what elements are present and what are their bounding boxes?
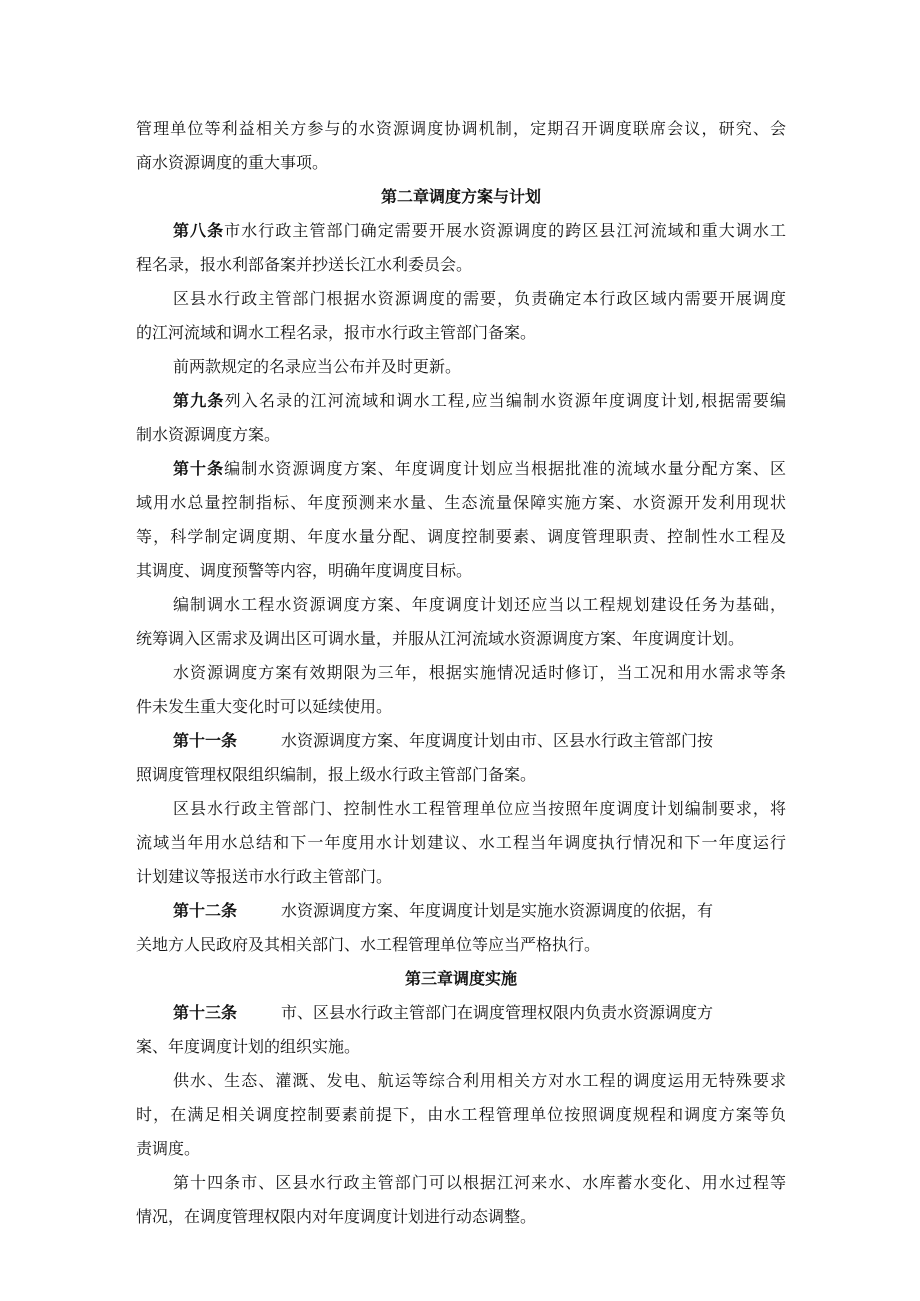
paragraph-line: 编制调水工程水资源调度方案、年度调度计划还应当以工程规划建设任务为基础，	[173, 595, 786, 614]
paragraph-line: 责调度。	[136, 1139, 201, 1158]
article-text: 市、区县水行政主管部门在调度管理权限内负责水资源调度方	[281, 1003, 714, 1022]
article-13-line-1	[173, 996, 786, 1030]
article-number: 第八条	[173, 221, 225, 240]
paragraph-line: 计划建议等报送市水行政主管部门。	[136, 867, 393, 886]
article-12-line-1	[173, 894, 786, 928]
article-number: 第十三条	[173, 1003, 238, 1022]
article-9-line-1	[173, 384, 786, 418]
paragraph-line: 区县水行政主管部门根据水资源调度的需要，负责确定本行政区域内需要开展调度	[173, 289, 786, 308]
chapter-heading-3: 第三章调度实施	[404, 969, 517, 988]
article-14-line-1: 第十四条市、区县水行政主管部门可以根据江河来水、水库蓄水变化、用水过程等	[173, 1173, 786, 1192]
chapter-heading-2: 第二章调度方案与计划	[380, 187, 541, 206]
paragraph-line: 前两款规定的名录应当公布并及时更新。	[173, 357, 462, 376]
paragraph-line: 区县水行政主管部门、控制性水工程管理单位应当按照年度调度计划编制要求，将	[173, 799, 786, 818]
paragraph-line: 商水资源调度的重大事项。	[136, 153, 329, 172]
paragraph-line: 关地方人民政府及其相关部门、水工程管理单位等应当严格执行。	[136, 935, 601, 954]
paragraph-line: 的江河流域和调水工程名录，报市水行政主管部门备案。	[136, 323, 537, 342]
paragraph-line: 程名录，报水利部备案并抄送长江水利委员会。	[136, 255, 473, 274]
paragraph-line: 时，在满足相关调度控制要素前提下，由水工程管理单位按照调度规程和调度方案等负	[136, 1105, 786, 1124]
article-11-line-1	[173, 724, 786, 758]
article-number: 第九条	[173, 391, 225, 410]
paragraph-line: 其调度、调度预警等内容，明确年度调度目标。	[136, 561, 473, 580]
article-number: 第十二条	[173, 901, 238, 920]
article-10-line-1	[173, 452, 786, 486]
paragraph-line: 管理单位等利益相关方参与的水资源调度协调机制，定期召开调度联席会议，研究、会	[136, 119, 786, 138]
article-8-line-1	[173, 214, 786, 248]
article-text: 列入名录的江河流域和调水工程,应当编制水资源年度调度计划,根据需要编	[224, 391, 786, 410]
paragraph-line: 件未发生重大变化时可以延续使用。	[136, 697, 393, 716]
paragraph-line: 水资源调度方案有效期限为三年，根据实施情况适时修订，当工况和用水需求等条	[173, 663, 786, 682]
paragraph-line: 供水、生态、灌溉、发电、航运等综合利用相关方对水工程的调度运用无特殊要求	[173, 1071, 786, 1090]
article-number: 第十一条	[173, 731, 238, 750]
article-text: 编制水资源调度方案、年度调度计划应当根据批准的流域水量分配方案、区	[224, 459, 786, 478]
paragraph-line: 统筹调入区需求及调出区可调水量，并服从江河流域水资源调度方案、年度调度计划。	[136, 629, 745, 648]
article-number: 第十条	[173, 459, 225, 478]
paragraph-line: 案、年度调度计划的组织实施。	[136, 1037, 361, 1056]
article-text: 水资源调度方案、年度调度计划是实施水资源调度的依据，有	[281, 901, 714, 920]
article-text: 水资源调度方案、年度调度计划由市、区县水行政主管部门按	[281, 731, 714, 750]
paragraph-line: 照调度管理权限组织编制，报上级水行政主管部门备案。	[136, 765, 537, 784]
paragraph-line: 制水资源调度方案。	[136, 425, 281, 444]
paragraph-line: 情况，在调度管理权限内对年度调度计划进行动态调整。	[136, 1207, 537, 1226]
paragraph-line: 域用水总量控制指标、年度预测来水量、生态流量保障实施方案、水资源开发利用现状	[136, 493, 786, 512]
article-text: 市水行政主管部门确定需要开展水资源调度的跨区县江河流域和重大调水工	[224, 221, 786, 240]
paragraph-line: 流域当年用水总结和下一年度用水计划建议、水工程当年调度执行情况和下一年度运行	[136, 833, 786, 852]
paragraph-line: 等，科学制定调度期、年度水量分配、调度控制要素、调度管理职责、控制性水工程及	[136, 527, 786, 546]
